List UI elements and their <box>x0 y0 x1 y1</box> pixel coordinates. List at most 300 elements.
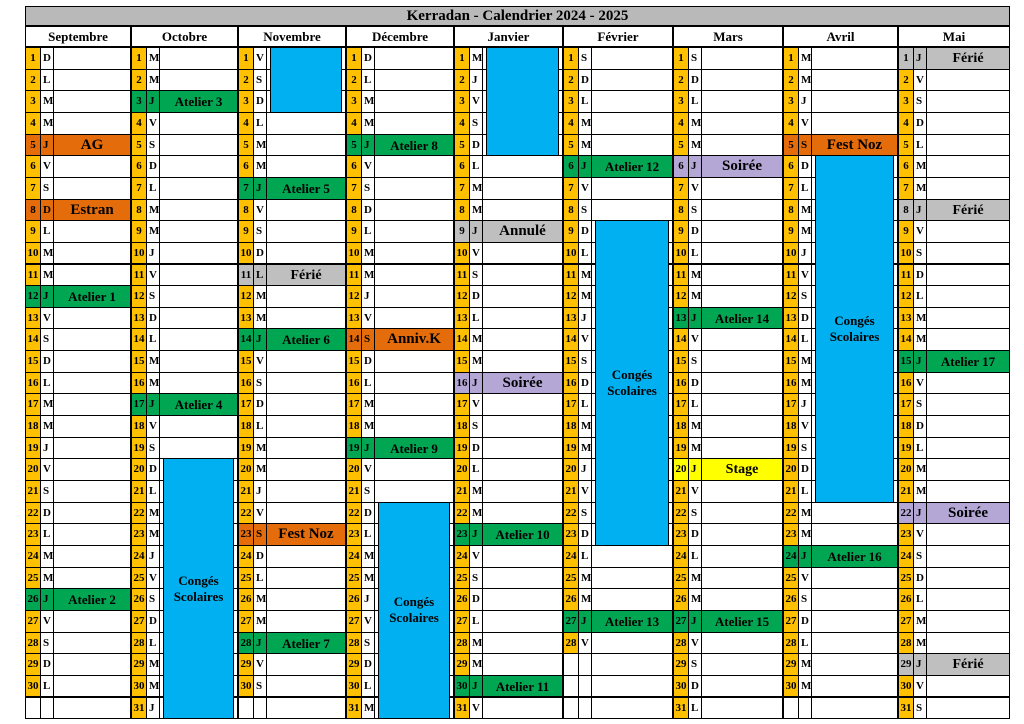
weekday-letter: J <box>469 675 483 698</box>
weekday-letter: J <box>146 90 160 113</box>
weekday-letter: L <box>361 220 375 243</box>
weekday-letter: D <box>40 653 54 676</box>
weekday-letter: L <box>361 523 375 546</box>
event-cell <box>926 415 1010 438</box>
day-number: 19 <box>346 437 362 460</box>
day-number: 15 <box>563 350 579 373</box>
weekday-letter: S <box>40 328 54 351</box>
event-label: Atelier 3 <box>159 90 238 113</box>
weekday-letter: S <box>688 350 702 373</box>
day-number: 11 <box>783 264 799 287</box>
day-number: 9 <box>131 220 147 243</box>
school-holiday-label: Congés Scolaires <box>173 572 224 604</box>
day-number: 10 <box>783 242 799 265</box>
event-label: Atelier 15 <box>701 610 783 633</box>
day-number: 27 <box>454 610 470 633</box>
day-number: 8 <box>131 199 147 222</box>
weekday-letter: M <box>361 393 375 416</box>
event-cell <box>266 242 346 265</box>
day-number: 9 <box>346 220 362 243</box>
day-number: 24 <box>346 545 362 568</box>
day-number: 10 <box>346 242 362 265</box>
day-number: 4 <box>346 112 362 135</box>
day-number: 21 <box>238 480 254 503</box>
day-number: 9 <box>563 220 579 243</box>
weekday-letter: M <box>798 69 812 92</box>
weekday-letter <box>40 697 54 720</box>
weekday-letter: M <box>146 502 160 525</box>
event-cell <box>374 372 454 395</box>
event-cell <box>701 112 783 135</box>
weekday-letter: M <box>361 697 375 720</box>
weekday-letter: S <box>253 220 267 243</box>
day-number: 5 <box>346 134 362 157</box>
weekday-letter: D <box>688 372 702 395</box>
day-number: 14 <box>898 328 914 351</box>
event-cell <box>159 134 238 157</box>
event-cell <box>159 437 238 460</box>
event-cell <box>374 458 454 481</box>
event-cell <box>482 199 563 222</box>
weekday-letter: M <box>146 372 160 395</box>
weekday-letter: L <box>361 372 375 395</box>
school-holiday-label: Congés Scolaires <box>607 367 657 399</box>
weekday-letter: S <box>913 393 927 416</box>
weekday-letter: M <box>146 350 160 373</box>
day-number: 2 <box>454 69 470 92</box>
day-number <box>563 653 579 676</box>
event-cell <box>701 523 783 546</box>
weekday-letter: V <box>253 350 267 373</box>
day-number: 27 <box>673 610 689 633</box>
day-number: 10 <box>25 242 41 265</box>
event-cell <box>159 220 238 243</box>
weekday-letter: M <box>361 112 375 135</box>
day-number: 8 <box>454 199 470 222</box>
day-number: 29 <box>238 653 254 676</box>
weekday-letter: M <box>253 588 267 611</box>
day-number: 29 <box>454 653 470 676</box>
weekday-letter: M <box>798 220 812 243</box>
day-number: 27 <box>563 610 579 633</box>
event-cell <box>266 307 346 330</box>
event-label: AG <box>53 134 131 157</box>
weekday-letter: V <box>688 480 702 503</box>
event-cell <box>53 437 131 460</box>
day-number: 22 <box>898 502 914 525</box>
weekday-letter: S <box>798 437 812 460</box>
weekday-letter: V <box>578 177 592 200</box>
weekday-letter: L <box>578 393 592 416</box>
day-number: 6 <box>25 155 41 178</box>
weekday-letter: J <box>913 350 927 373</box>
weekday-letter: M <box>578 588 592 611</box>
weekday-letter: D <box>688 675 702 698</box>
day-number: 29 <box>346 653 362 676</box>
day-number: 14 <box>238 328 254 351</box>
day-number: 3 <box>454 90 470 113</box>
day-number: 3 <box>898 90 914 113</box>
weekday-letter: S <box>40 177 54 200</box>
event-cell <box>701 675 783 698</box>
day-number: 13 <box>673 307 689 330</box>
weekday-letter: J <box>40 588 54 611</box>
day-number: 22 <box>454 502 470 525</box>
weekday-letter: M <box>40 90 54 113</box>
event-cell <box>374 90 454 113</box>
event-cell <box>926 675 1010 698</box>
weekday-letter: V <box>40 307 54 330</box>
day-number: 22 <box>346 502 362 525</box>
weekday-letter: L <box>578 90 592 113</box>
event-label: Férié <box>926 653 1010 676</box>
weekday-letter: M <box>688 134 702 157</box>
month-header: Avril <box>783 26 898 47</box>
weekday-letter: M <box>798 653 812 676</box>
weekday-letter: M <box>40 264 54 287</box>
weekday-letter: D <box>40 350 54 373</box>
day-number: 19 <box>563 437 579 460</box>
weekday-letter: V <box>40 610 54 633</box>
event-label: Atelier 9 <box>374 437 454 460</box>
event-cell <box>926 393 1010 416</box>
weekday-letter: V <box>40 155 54 178</box>
weekday-letter: J <box>469 372 483 395</box>
day-number: 28 <box>898 632 914 655</box>
weekday-letter: L <box>578 545 592 568</box>
event-cell <box>374 264 454 287</box>
day-number: 15 <box>238 350 254 373</box>
day-number <box>238 697 254 720</box>
day-number: 13 <box>346 307 362 330</box>
event-cell <box>926 90 1010 113</box>
weekday-letter: J <box>688 610 702 633</box>
day-number: 30 <box>131 675 147 698</box>
weekday-letter: V <box>146 415 160 438</box>
day-number: 14 <box>673 328 689 351</box>
weekday-letter: D <box>469 588 483 611</box>
event-cell <box>926 328 1010 351</box>
event-cell <box>482 632 563 655</box>
day-number: 15 <box>783 350 799 373</box>
day-number: 28 <box>783 632 799 655</box>
event-label: Estran <box>53 199 131 222</box>
event-cell <box>266 502 346 525</box>
weekday-letter: J <box>578 458 592 481</box>
event-cell <box>926 523 1010 546</box>
day-number: 15 <box>454 350 470 373</box>
weekday-letter: M <box>798 47 812 70</box>
day-number: 22 <box>673 502 689 525</box>
event-cell <box>53 372 131 395</box>
day-number: 19 <box>783 437 799 460</box>
weekday-letter: V <box>578 632 592 655</box>
day-number: 25 <box>454 567 470 590</box>
day-number: 13 <box>454 307 470 330</box>
day-number: 9 <box>454 220 470 243</box>
event-cell <box>53 220 131 243</box>
day-number: 24 <box>131 545 147 568</box>
weekday-letter: M <box>578 264 592 287</box>
weekday-letter: L <box>253 112 267 135</box>
weekday-letter <box>578 697 592 720</box>
weekday-letter: M <box>146 675 160 698</box>
weekday-letter: M <box>361 90 375 113</box>
event-cell <box>482 264 563 287</box>
event-cell <box>266 134 346 157</box>
weekday-letter: V <box>913 372 927 395</box>
event-cell <box>266 112 346 135</box>
weekday-letter: M <box>913 610 927 633</box>
event-cell <box>701 372 783 395</box>
event-cell <box>926 220 1010 243</box>
weekday-letter: L <box>688 393 702 416</box>
weekday-letter: D <box>469 437 483 460</box>
weekday-letter: S <box>253 69 267 92</box>
weekday-letter: V <box>361 307 375 330</box>
event-cell <box>591 90 673 113</box>
month-header: Octobre <box>131 26 238 47</box>
event-label: Atelier 17 <box>926 350 1010 373</box>
weekday-letter: D <box>469 285 483 308</box>
day-number: 24 <box>783 545 799 568</box>
day-number: 31 <box>673 697 689 720</box>
event-cell <box>926 69 1010 92</box>
day-number: 8 <box>563 199 579 222</box>
event-cell <box>811 653 898 676</box>
event-cell <box>701 69 783 92</box>
month-header: Janvier <box>454 26 563 47</box>
day-number: 23 <box>346 523 362 546</box>
weekday-letter: L <box>913 285 927 308</box>
day-number: 20 <box>346 458 362 481</box>
event-cell <box>159 415 238 438</box>
day-number: 13 <box>898 307 914 330</box>
day-number: 12 <box>454 285 470 308</box>
day-number: 25 <box>673 567 689 590</box>
event-cell <box>159 112 238 135</box>
event-label: Atelier 6 <box>266 328 346 351</box>
weekday-letter: J <box>913 47 927 70</box>
day-number: 21 <box>783 480 799 503</box>
weekday-letter: V <box>688 328 702 351</box>
day-number: 17 <box>346 393 362 416</box>
event-cell <box>811 502 898 525</box>
day-number: 18 <box>783 415 799 438</box>
day-number: 11 <box>25 264 41 287</box>
day-number: 29 <box>131 653 147 676</box>
weekday-letter <box>253 697 267 720</box>
day-number: 19 <box>131 437 147 460</box>
day-number: 27 <box>898 610 914 633</box>
event-cell <box>53 480 131 503</box>
weekday-letter: V <box>469 90 483 113</box>
weekday-letter: M <box>469 632 483 655</box>
day-number: 21 <box>25 480 41 503</box>
event-cell <box>159 69 238 92</box>
weekday-letter: M <box>578 415 592 438</box>
day-number: 6 <box>783 155 799 178</box>
weekday-letter: L <box>146 328 160 351</box>
event-cell <box>701 437 783 460</box>
weekday-letter: M <box>688 415 702 438</box>
day-number: 23 <box>673 523 689 546</box>
day-number: 11 <box>454 264 470 287</box>
weekday-letter: D <box>913 112 927 135</box>
weekday-letter: D <box>253 90 267 113</box>
weekday-letter: D <box>798 307 812 330</box>
event-cell <box>266 199 346 222</box>
weekday-letter: J <box>146 242 160 265</box>
weekday-letter <box>578 653 592 676</box>
day-number: 26 <box>563 588 579 611</box>
weekday-letter: J <box>578 307 592 330</box>
weekday-letter: D <box>253 242 267 265</box>
event-cell <box>482 697 563 720</box>
weekday-letter: L <box>798 328 812 351</box>
weekday-letter: L <box>40 220 54 243</box>
weekday-letter: S <box>361 480 375 503</box>
day-number: 4 <box>563 112 579 135</box>
event-cell <box>374 199 454 222</box>
event-cell <box>701 285 783 308</box>
day-number: 28 <box>238 632 254 655</box>
weekday-letter: V <box>40 458 54 481</box>
day-number: 1 <box>898 47 914 70</box>
event-cell <box>591 199 673 222</box>
event-cell <box>701 545 783 568</box>
event-cell <box>53 264 131 287</box>
weekday-letter: M <box>798 502 812 525</box>
event-cell <box>482 545 563 568</box>
weekday-letter: J <box>146 545 160 568</box>
day-number: 19 <box>898 437 914 460</box>
weekday-letter: J <box>361 134 375 157</box>
weekday-letter: M <box>578 285 592 308</box>
event-cell <box>159 199 238 222</box>
day-number: 10 <box>563 242 579 265</box>
event-cell <box>53 502 131 525</box>
weekday-letter: S <box>798 134 812 157</box>
day-number: 18 <box>25 415 41 438</box>
event-label: Soirée <box>701 155 783 178</box>
day-number: 12 <box>673 285 689 308</box>
weekday-letter: D <box>146 155 160 178</box>
event-cell <box>701 480 783 503</box>
weekday-letter: D <box>688 220 702 243</box>
day-number: 25 <box>238 567 254 590</box>
day-number: 31 <box>346 697 362 720</box>
weekday-letter: M <box>469 502 483 525</box>
weekday-letter: V <box>253 199 267 222</box>
event-cell <box>701 393 783 416</box>
day-number: 30 <box>898 675 914 698</box>
day-number: 2 <box>25 69 41 92</box>
day-number: 18 <box>673 415 689 438</box>
event-cell <box>159 177 238 200</box>
weekday-letter: M <box>253 155 267 178</box>
day-number: 1 <box>131 47 147 70</box>
weekday-letter: D <box>361 653 375 676</box>
weekday-letter: M <box>40 393 54 416</box>
school-holiday-block <box>270 47 342 113</box>
event-label: Atelier 5 <box>266 177 346 200</box>
weekday-letter: D <box>361 47 375 70</box>
day-number: 2 <box>673 69 689 92</box>
weekday-letter: V <box>913 523 927 546</box>
event-cell <box>53 697 131 720</box>
event-cell <box>701 588 783 611</box>
day-number: 28 <box>25 632 41 655</box>
weekday-letter: J <box>798 393 812 416</box>
event-cell <box>53 350 131 373</box>
day-number <box>563 697 579 720</box>
weekday-letter: M <box>469 47 483 70</box>
day-number: 18 <box>238 415 254 438</box>
day-number: 17 <box>131 393 147 416</box>
event-cell <box>53 653 131 676</box>
event-cell <box>53 242 131 265</box>
day-number <box>25 697 41 720</box>
day-number: 25 <box>563 567 579 590</box>
event-cell <box>374 220 454 243</box>
day-number: 24 <box>454 545 470 568</box>
day-number: 3 <box>346 90 362 113</box>
event-cell <box>591 653 673 676</box>
weekday-letter: D <box>40 47 54 70</box>
weekday-letter: D <box>578 220 592 243</box>
weekday-letter: M <box>688 112 702 135</box>
weekday-letter: L <box>361 69 375 92</box>
weekday-letter: D <box>913 264 927 287</box>
weekday-letter: M <box>469 350 483 373</box>
event-cell <box>926 567 1010 590</box>
weekday-letter: L <box>913 437 927 460</box>
day-number: 22 <box>25 502 41 525</box>
weekday-letter: V <box>798 112 812 135</box>
weekday-letter: J <box>688 307 702 330</box>
day-number: 31 <box>454 697 470 720</box>
event-cell <box>53 545 131 568</box>
weekday-letter: V <box>146 567 160 590</box>
weekday-letter: D <box>578 523 592 546</box>
weekday-letter: J <box>913 653 927 676</box>
event-cell <box>926 480 1010 503</box>
event-cell <box>591 588 673 611</box>
day-number: 7 <box>563 177 579 200</box>
day-number: 29 <box>898 653 914 676</box>
event-cell <box>159 307 238 330</box>
weekday-letter: L <box>469 155 483 178</box>
event-label: Atelier 16 <box>811 545 898 568</box>
weekday-letter: D <box>913 567 927 590</box>
weekday-letter: M <box>578 437 592 460</box>
school-holiday-label: Congés Scolaires <box>389 594 439 626</box>
event-cell <box>53 415 131 438</box>
weekday-letter <box>798 697 812 720</box>
weekday-letter: J <box>688 458 702 481</box>
weekday-letter: M <box>146 47 160 70</box>
event-cell <box>701 653 783 676</box>
day-number: 29 <box>783 653 799 676</box>
event-cell <box>926 242 1010 265</box>
event-label: Atelier 1 <box>53 285 131 308</box>
event-label: Fest Noz <box>811 134 898 157</box>
weekday-letter: M <box>913 307 927 330</box>
day-number: 13 <box>131 307 147 330</box>
day-number: 20 <box>131 458 147 481</box>
day-number: 21 <box>898 480 914 503</box>
